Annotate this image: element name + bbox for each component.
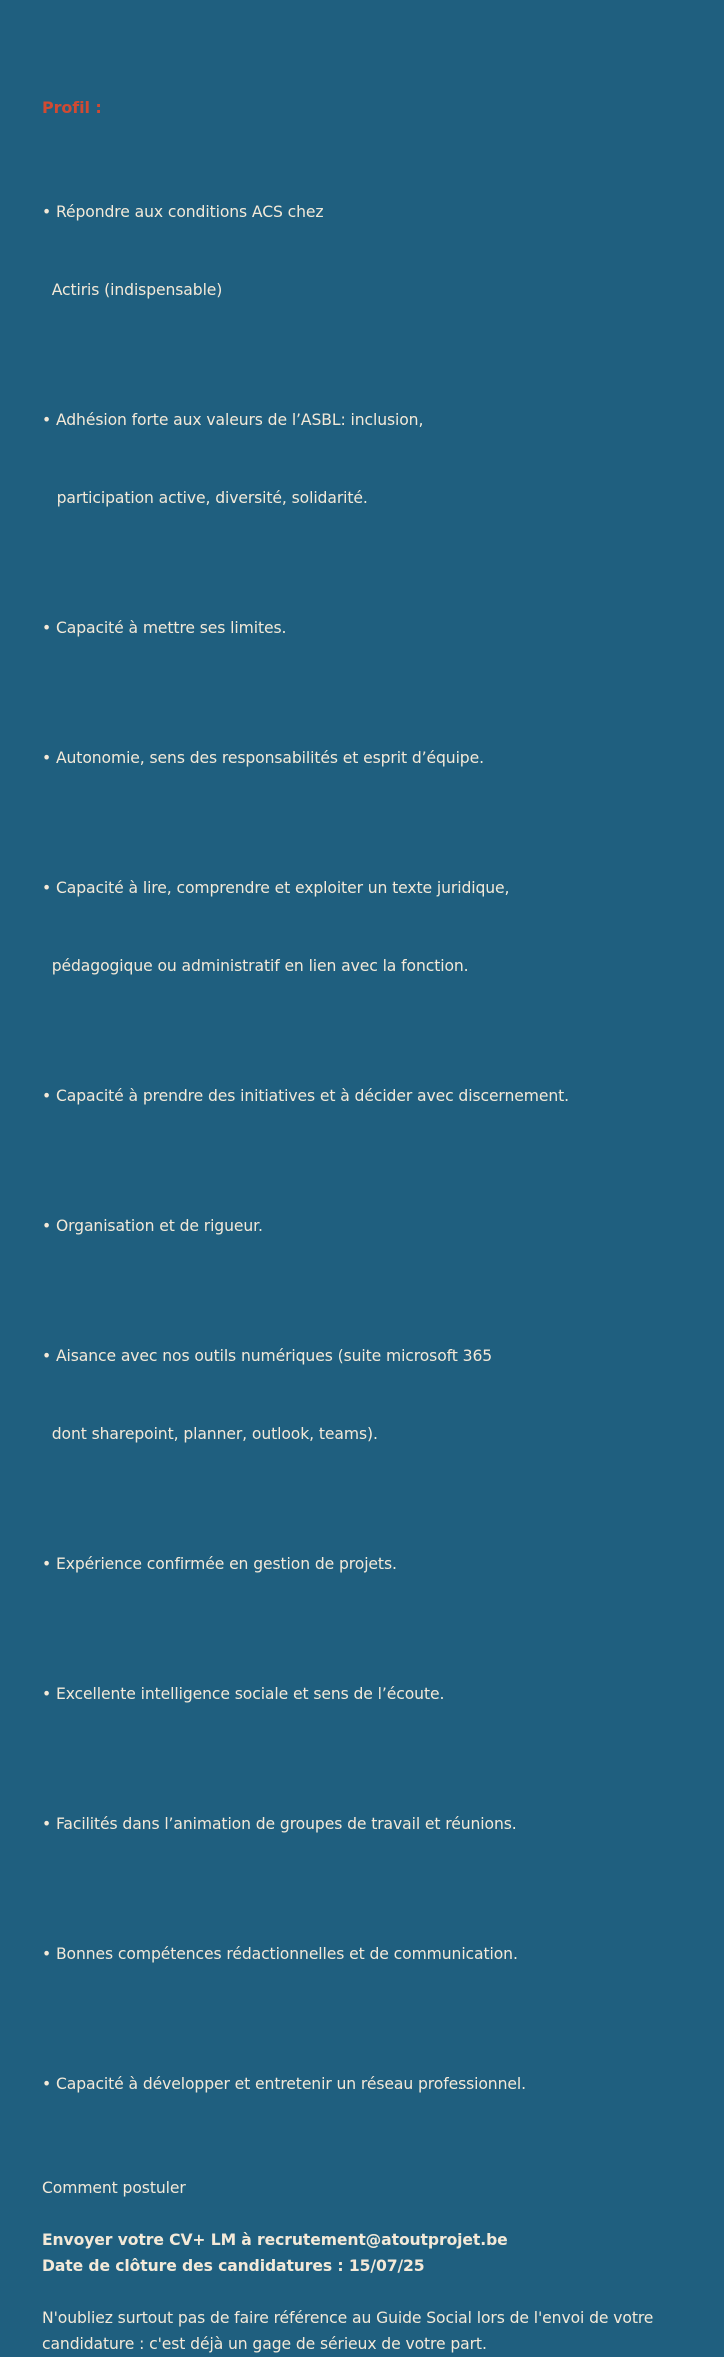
item-line: • Capacité à prendre des initiatives et à décider avec discernement. xyxy=(42,1087,569,1105)
list-item xyxy=(42,147,702,355)
item-line: • Capacité à mettre ses limites. xyxy=(42,619,287,637)
list-item xyxy=(42,1889,702,2019)
list-item xyxy=(42,693,702,823)
application-email-line: Envoyer votre CV+ LM à recrutement@atoutprojet.be xyxy=(42,2231,508,2249)
application-deadline-line: Date de clôture des candidatures : 15/07/25 xyxy=(42,2257,425,2275)
item-line: • Bonnes compétences rédactionnelles et de communication. xyxy=(42,1945,518,1963)
closing-note: N'oubliez surtout pas de faire référence au Guide Social lors de l'envoi de votre candidature : c'est déjà un gage de sérieux de votre part. xyxy=(42,2309,654,2353)
item-line: • Autonomie, sens des responsabilités et esprit d’équipe. xyxy=(42,749,484,767)
list-item xyxy=(42,2019,702,2149)
profile-list xyxy=(42,147,702,2149)
item-line: • Excellente intelligence sociale et sens de l’écoute. xyxy=(42,1685,445,1703)
item-line: Actiris (indispensable) xyxy=(42,281,223,299)
list-item xyxy=(42,1161,702,1291)
list-item xyxy=(42,1499,702,1629)
item-line: • Facilités dans l’animation de groupes de travail et réunions. xyxy=(42,1815,517,1833)
item-line: • Adhésion forte aux valeurs de l’ASBL: inclusion, xyxy=(42,411,424,429)
list-item xyxy=(42,1629,702,1759)
item-line: dont sharepoint, planner, outlook, teams). xyxy=(42,1425,378,1443)
item-line: • Organisation et de rigueur. xyxy=(42,1217,263,1235)
item-line: • Expérience confirmée en gestion de projets. xyxy=(42,1555,397,1573)
list-item xyxy=(42,1031,702,1161)
document-content xyxy=(42,95,702,2357)
list-item xyxy=(42,823,702,1031)
list-item xyxy=(42,355,702,563)
item-line: participation active, diversité, solidarité. xyxy=(42,489,368,507)
item-line: pédagogique ou administratif en lien avec la fonction. xyxy=(42,957,469,975)
profile-title: Profil : xyxy=(42,98,102,117)
list-item xyxy=(42,1759,702,1889)
item-line: • Capacité à lire, comprendre et exploiter un texte juridique, xyxy=(42,879,510,897)
item-line: • Aisance avec nos outils numériques (suite microsoft 365 xyxy=(42,1347,493,1365)
how-to-apply-title: Comment postuler xyxy=(42,2179,186,2197)
item-line: • Répondre aux conditions ACS chez xyxy=(42,203,324,221)
application-details xyxy=(42,2227,702,2279)
list-item xyxy=(42,1291,702,1499)
item-line: • Capacité à développer et entretenir un réseau professionnel. xyxy=(42,2075,526,2093)
list-item xyxy=(42,563,702,693)
